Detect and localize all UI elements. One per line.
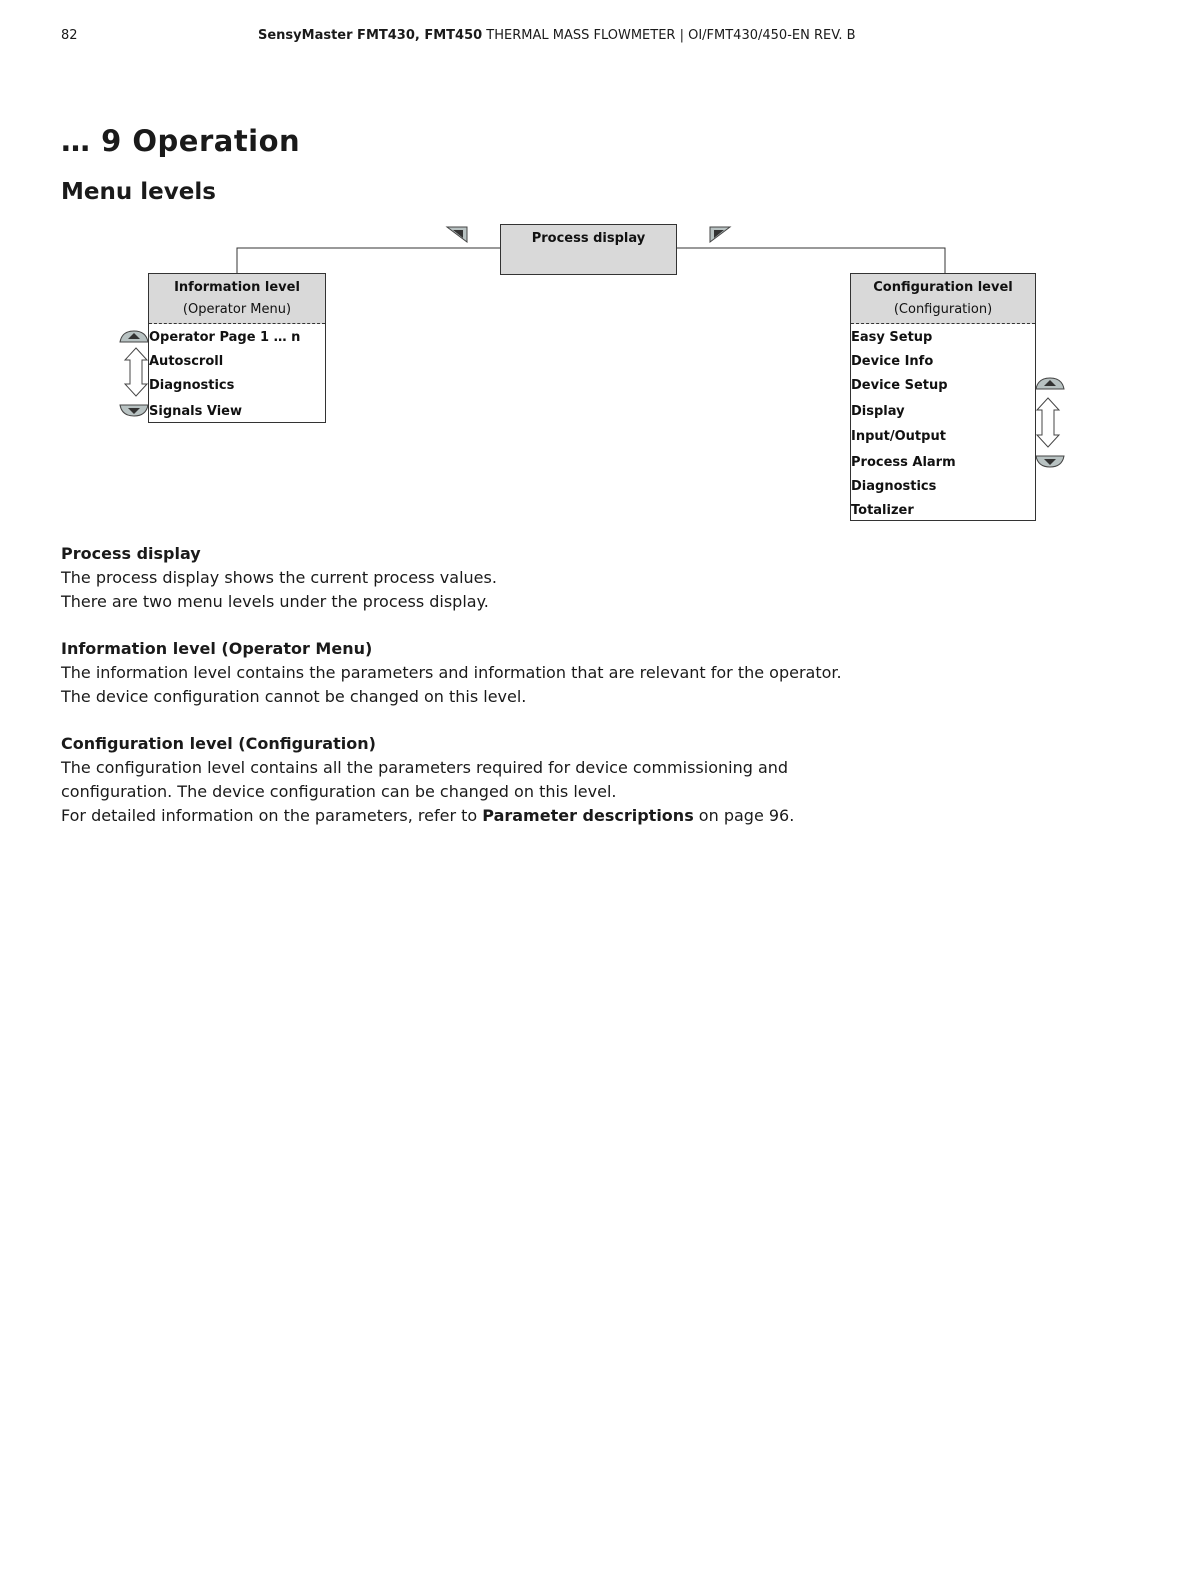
information-level-title: Information level [174,280,300,295]
config-menu-item: Input/Output [851,429,946,444]
information-level-box [148,273,326,423]
information-level-header [149,274,325,324]
process-display-title: Process display [531,231,646,246]
info-menu-item: Diagnostics [149,378,235,393]
updown-arrow-icon [125,348,147,396]
section-subheading: Process display [61,544,201,563]
configuration-level-box [850,273,1036,521]
scroll-up-key-icon [120,331,148,342]
paragraph-text: For detailed information on the parameters, refer to [61,806,483,825]
page-number: 82 [61,28,78,43]
config-menu-item: Easy Setup [851,330,933,345]
process-display-section [61,542,497,614]
scroll-down-key-icon [1036,456,1064,467]
section-subheading: Configuration level (Configuration) [61,734,376,753]
menu-levels-diagram [0,0,1191,560]
connector-left [237,248,500,273]
connector-right [676,248,945,273]
config-menu-item: Diagnostics [851,479,937,494]
running-header-document: THERMAL MASS FLOWMETER | OI/FMT430/450-EN REV. B [482,28,856,43]
config-menu-item: Totalizer [851,503,914,518]
config-menu-item: Display [851,404,905,419]
info-menu-item: Autoscroll [149,354,224,369]
running-header-product: SensyMaster FMT430, FMT450 [258,28,483,43]
left-key-icon [447,227,467,242]
config-menu-item: Process Alarm [851,455,956,470]
paragraph-line: There are two menu levels under the process display. [61,592,489,611]
paragraph-line: configuration. The device configuration can be changed on this level. [61,782,617,801]
configuration-level-subtitle: (Configuration) [893,302,993,317]
paragraph-text: on page 96. [693,806,795,825]
paragraph-line: The information level contains the parameters and information that are relevant for the operator. [61,663,842,682]
paragraph-line: The process display shows the current process values. [61,568,497,587]
configuration-level-header [851,274,1035,324]
paragraph-line [61,806,794,825]
info-menu-item: Signals View [149,404,242,419]
configuration-level-section [61,732,794,828]
info-menu-item: Operator Page 1 … n [149,330,301,345]
information-level-subtitle: (Operator Menu) [182,302,292,317]
config-menu-item: Device Setup [851,378,948,393]
chapter-heading: … 9 Operation [61,124,301,158]
section-heading: Menu levels [61,179,216,205]
scroll-down-key-icon [120,405,148,416]
process-display-box [500,224,677,275]
config-menu-item: Device Info [851,354,934,369]
section-subheading: Information level (Operator Menu) [61,639,373,658]
parameter-descriptions-link[interactable]: Parameter descriptions [482,806,694,825]
right-key-icon [710,227,730,242]
configuration-level-title: Configuration level [873,280,1013,295]
paragraph-line: The device configuration cannot be changed on this level. [61,687,527,706]
information-level-section [61,637,842,709]
paragraph-line: The configuration level contains all the parameters required for device commissioning and [61,758,789,777]
scroll-up-key-icon [1036,378,1064,389]
updown-arrow-icon [1037,398,1059,447]
